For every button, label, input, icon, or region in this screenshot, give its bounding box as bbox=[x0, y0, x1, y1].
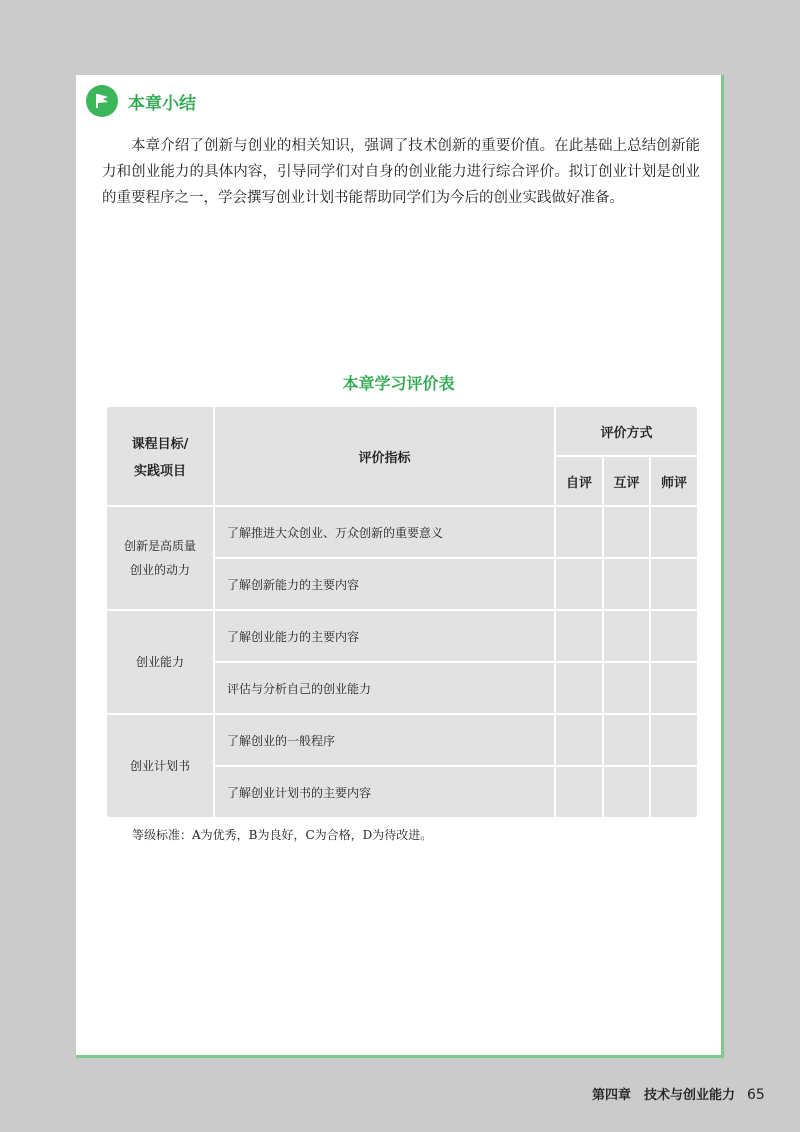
peer-eval-cell[interactable] bbox=[603, 506, 650, 558]
page-footer bbox=[592, 1084, 765, 1103]
teacher-eval-cell[interactable] bbox=[650, 610, 698, 662]
indicator-cell: 了解创新能力的主要内容 bbox=[214, 558, 555, 610]
indicator-cell: 了解创业能力的主要内容 bbox=[214, 610, 555, 662]
table-row bbox=[106, 610, 698, 662]
footer-chapter-title: 第四章 技术与创业能力 bbox=[592, 1088, 736, 1103]
teacher-eval-cell[interactable] bbox=[650, 506, 698, 558]
header-teacher: 师评 bbox=[650, 456, 698, 506]
goal-cell bbox=[106, 506, 214, 610]
teacher-eval-cell[interactable] bbox=[650, 558, 698, 610]
self-eval-cell[interactable] bbox=[555, 558, 603, 610]
summary-header bbox=[86, 85, 196, 117]
self-eval-cell[interactable] bbox=[555, 662, 603, 714]
header-indicator: 评价指标 bbox=[214, 406, 555, 506]
table-row bbox=[106, 714, 698, 766]
flag-icon bbox=[86, 85, 118, 117]
page-number: 65 bbox=[747, 1087, 765, 1103]
peer-eval-cell[interactable] bbox=[603, 558, 650, 610]
indicator-cell: 评估与分析自己的创业能力 bbox=[214, 662, 555, 714]
grade-standard-note: 等级标准：A为优秀，B为良好，C为合格，D为待改进。 bbox=[132, 828, 433, 842]
goal-line: 创新是高质量 bbox=[123, 539, 196, 553]
evaluation-table bbox=[105, 405, 699, 819]
header-method: 评价方式 bbox=[555, 406, 698, 456]
peer-eval-cell[interactable] bbox=[603, 662, 650, 714]
summary-title: 本章小结 bbox=[128, 93, 196, 114]
header-goal-line1: 课程目标/ bbox=[131, 437, 189, 452]
header-self: 自评 bbox=[555, 456, 603, 506]
header-goal-line2: 实践项目 bbox=[133, 464, 186, 479]
goal-cell: 创业能力 bbox=[106, 610, 214, 714]
table-title: 本章学习评价表 bbox=[342, 374, 455, 393]
indicator-cell: 了解创业计划书的主要内容 bbox=[214, 766, 555, 818]
teacher-eval-cell[interactable] bbox=[650, 766, 698, 818]
self-eval-cell[interactable] bbox=[555, 506, 603, 558]
self-eval-cell[interactable] bbox=[555, 714, 603, 766]
header-goal bbox=[106, 406, 214, 506]
summary-paragraph: 本章介绍了创新与创业的相关知识，强调了技术创新的重要价值。在此基础上总结创新能力和创业能力的具体内容，引导同学们对自身的创业能力进行综合评价。拟订创业计划是创业的重要程序之一，学会撰写创业计划书能帮助同学们为今后的创业实践做好准备。 bbox=[102, 138, 700, 206]
self-eval-cell[interactable] bbox=[555, 610, 603, 662]
table-header-row bbox=[106, 406, 698, 456]
header-peer: 互评 bbox=[603, 456, 650, 506]
table-row bbox=[106, 506, 698, 558]
indicator-cell: 了解推进大众创业、万众创新的重要意义 bbox=[214, 506, 555, 558]
peer-eval-cell[interactable] bbox=[603, 714, 650, 766]
teacher-eval-cell[interactable] bbox=[650, 662, 698, 714]
indicator-cell: 了解创业的一般程序 bbox=[214, 714, 555, 766]
peer-eval-cell[interactable] bbox=[603, 766, 650, 818]
textbook-page bbox=[76, 75, 724, 1058]
goal-line: 创业的动力 bbox=[129, 563, 190, 577]
teacher-eval-cell[interactable] bbox=[650, 714, 698, 766]
goal-cell: 创业计划书 bbox=[106, 714, 214, 818]
peer-eval-cell[interactable] bbox=[603, 610, 650, 662]
self-eval-cell[interactable] bbox=[555, 766, 603, 818]
